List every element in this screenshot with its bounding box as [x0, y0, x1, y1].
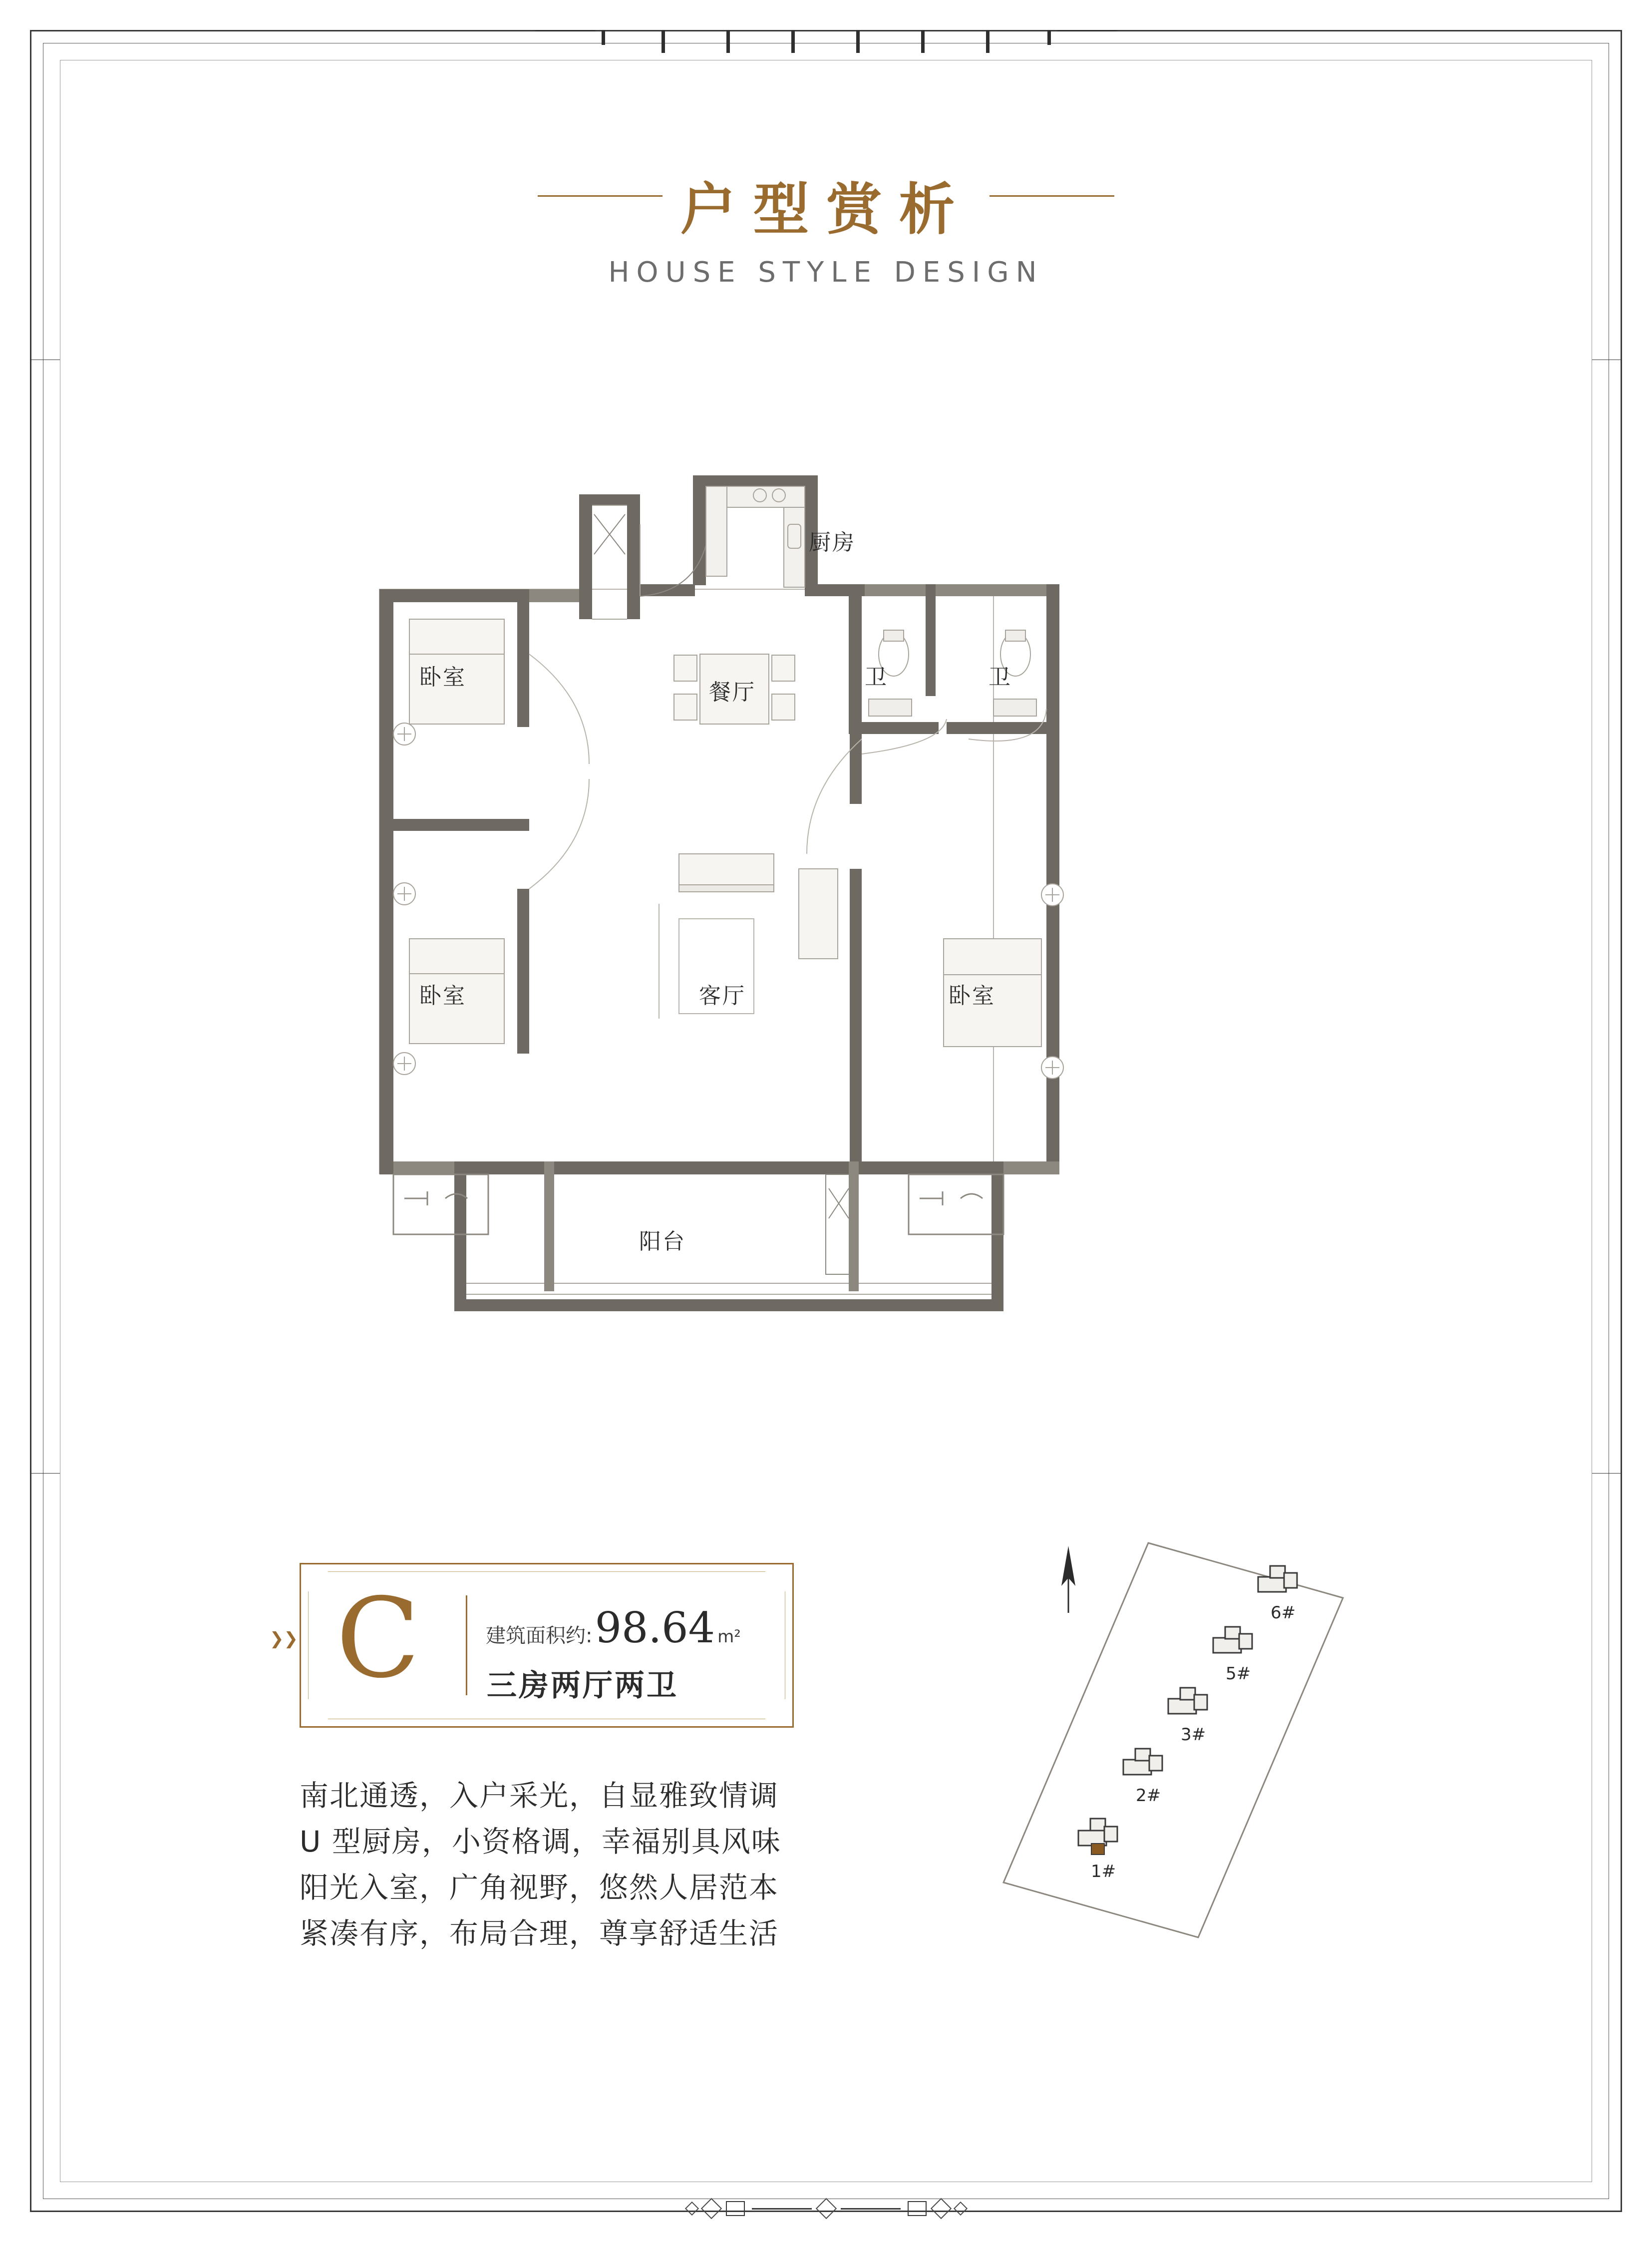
page-subtitle: HOUSE STYLE DESIGN: [608, 256, 1044, 289]
site-plan: [998, 1538, 1348, 1942]
bottom-ornament: [687, 2201, 966, 2216]
page-title: 户型赏析: [680, 177, 972, 242]
area-value: 98.64: [595, 1603, 715, 1652]
site-building-label-2: 2#: [1136, 1786, 1161, 1806]
room-label-bedroom-right: 卧室: [949, 983, 995, 1009]
room-label-bedroom-top-left: 卧室: [419, 665, 466, 690]
room-label-balcony: 阳台: [639, 1229, 686, 1254]
site-building-label-6: 6#: [1271, 1603, 1296, 1623]
frame-tick-right-bottom: [1592, 1473, 1622, 1474]
room-label-bath-right: 卫: [989, 665, 1012, 690]
badge-arrows: [270, 1629, 298, 1649]
site-building-label-3: 3#: [1181, 1725, 1206, 1745]
description-line-2: U 型厨房，小资格调，幸福别具风味: [300, 1825, 781, 1859]
floor-plan-drawing: [330, 439, 1308, 1403]
description-block: [300, 1773, 899, 1956]
title-rule-right: [990, 195, 1114, 197]
room-label-bath-left: 卫: [865, 665, 888, 690]
room-label-living: 客厅: [699, 983, 746, 1009]
description-line-1: 南北通透，入户采光，自显雅致情调: [300, 1779, 779, 1813]
top-ornament: [602, 30, 1051, 60]
layout-summary: 三房两厅两卫: [487, 1668, 678, 1703]
title-rule-left: [538, 195, 662, 197]
frame-tick-left-bottom: [30, 1473, 60, 1474]
site-building-label-1: 1#: [1091, 1862, 1116, 1881]
room-label-dining: 餐厅: [709, 680, 756, 705]
spec-badge: [300, 1563, 794, 1728]
description-line-4: 紧凑有序，布局合理，尊享舒适生活: [300, 1916, 779, 1950]
page-title-block: [0, 165, 1652, 289]
room-label-bedroom-mid-left: 卧室: [419, 983, 466, 1009]
site-building-label-5: 5#: [1226, 1664, 1251, 1684]
area-label: 建筑面积约:: [486, 1624, 593, 1647]
room-label-kitchen: 厨房: [809, 530, 856, 555]
area-unit: m²: [717, 1627, 741, 1647]
unit-type-letter: C: [336, 1574, 420, 1702]
floor-plan: [330, 439, 1308, 1403]
area-row: [486, 1603, 741, 1652]
badge-divider: [466, 1595, 467, 1695]
site-plan-drawing: [998, 1538, 1348, 1942]
description-line-3: 阳光入室，广角视野，悠然人居范本: [300, 1870, 779, 1904]
badge-arrow-glyphs: ❯❯: [270, 1629, 298, 1649]
